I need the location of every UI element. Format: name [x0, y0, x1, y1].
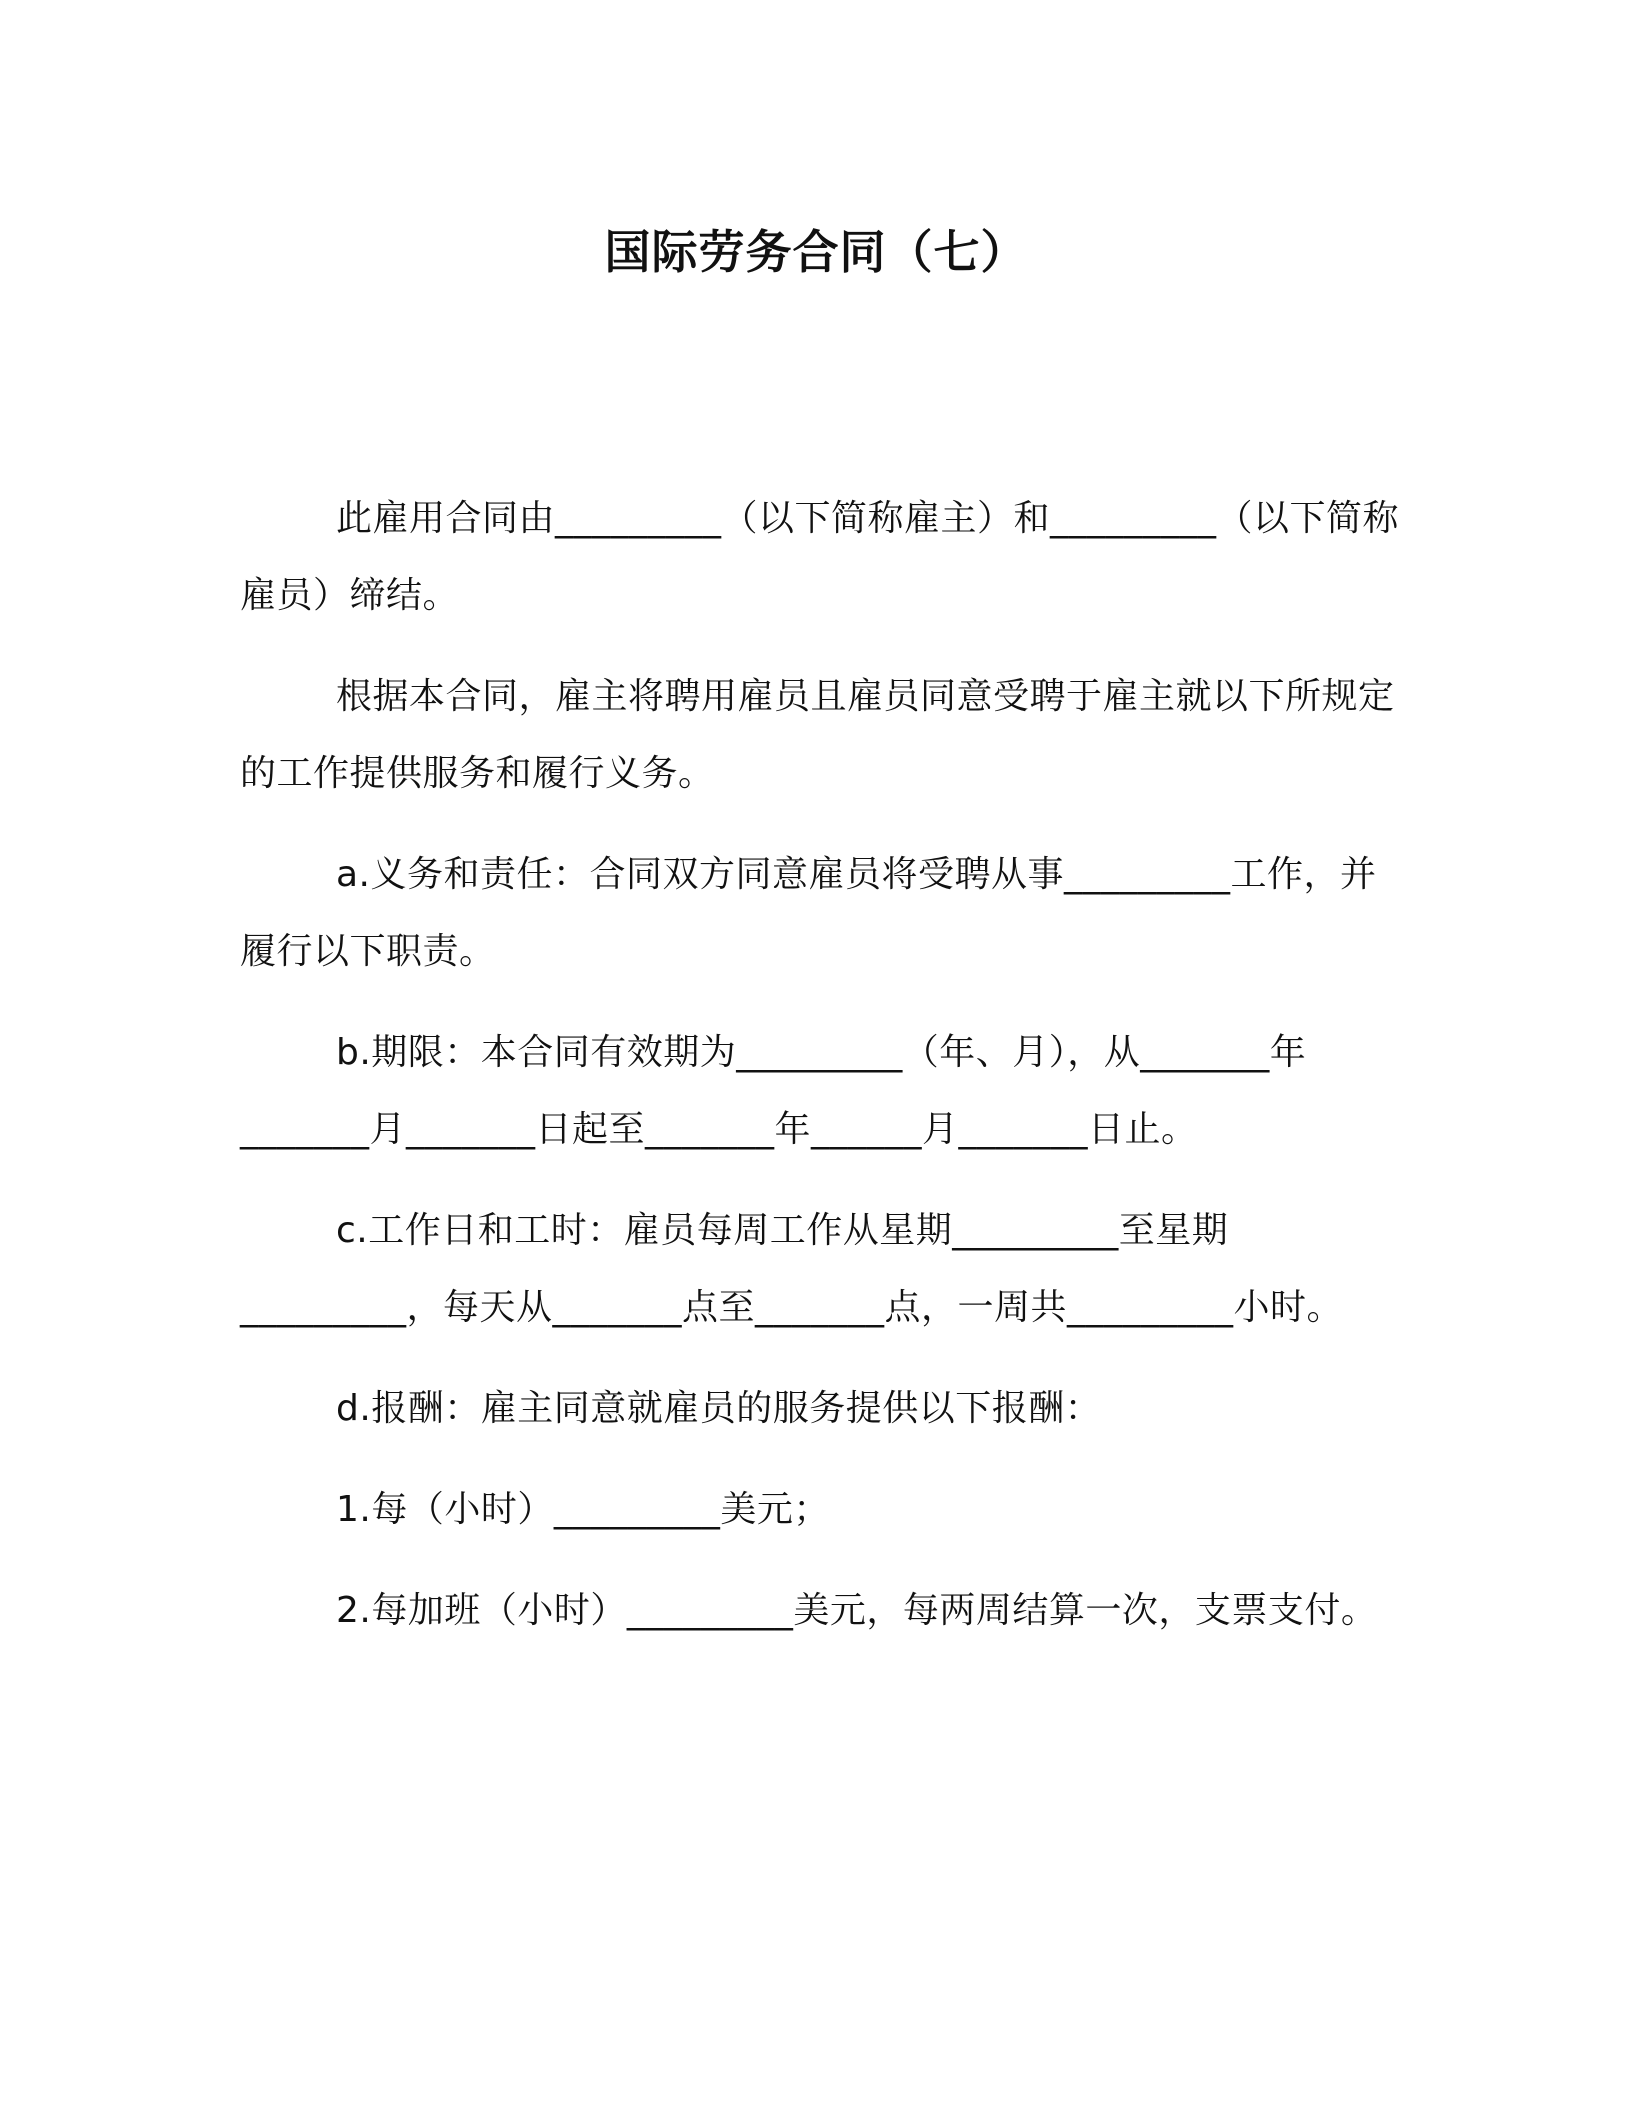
paragraph-term: b.期限：本合同有效期为_________（年、月），从_______年_______月_______日起至_______年______月_______日止。 — [240, 1032, 1307, 1150]
document-title: 国际劳务合同（七） — [604, 225, 1028, 279]
paragraph-parties: 此雇用合同由_________（以下简称雇主）和_________（以下简称雇员）缔结。 — [240, 498, 1400, 616]
document-body — [240, 480, 1400, 1673]
paragraph-compensation: d.报酬：雇主同意就雇员的服务提供以下报酬： — [336, 1388, 1102, 1429]
paragraph-hours: c.工作日和工时：雇员每周工作从星期_________至星期_________，每天从_______点至_______点，一周共_________小时。 — [240, 1210, 1344, 1328]
paragraph-hourly-rate: 1.每（小时）_________美元； — [336, 1489, 830, 1530]
paragraph-overtime-rate: 2.每加班（小时）_________美元，每两周结算一次，支票支付。 — [336, 1590, 1378, 1631]
paragraph-agreement: 根据本合同，雇主将聘用雇员且雇员同意受聘于雇主就以下所规定的工作提供服务和履行义务。 — [240, 676, 1395, 794]
paragraph-duties: a.义务和责任：合同双方同意雇员将受聘从事_________工作，并履行以下职责。 — [240, 854, 1377, 972]
